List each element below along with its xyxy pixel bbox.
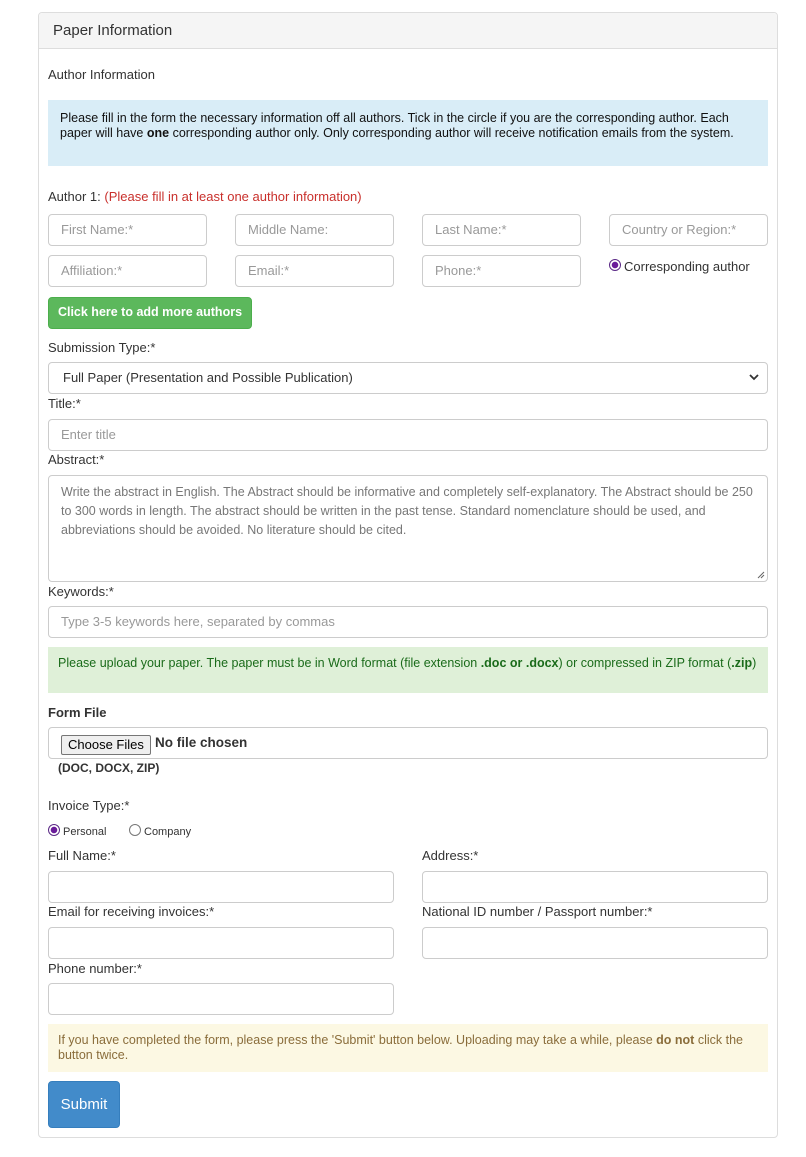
info-bold: one (146, 126, 170, 140)
chevron-down-icon (749, 372, 759, 382)
invoice-phone-label: Phone number:* (48, 961, 142, 976)
keywords-label: Keywords:* (48, 584, 114, 599)
author-information-heading: Author Information (48, 67, 155, 82)
email-input[interactable]: Email:* (235, 255, 394, 287)
submit-note-2: click the button twice. (58, 1033, 743, 1062)
form-file-label: Form File (48, 705, 107, 720)
invoice-company-radio[interactable] (129, 824, 141, 836)
keywords-input[interactable]: Type 3-5 keywords here, separated by commas (48, 606, 768, 638)
first-name-input[interactable]: First Name:* (48, 214, 207, 246)
author-required-note: (Please fill in at least one author information) (104, 189, 362, 204)
invoice-type-label: Invoice Type:* (48, 798, 130, 813)
info-text-1: Please fill in the form the necessary information off all authors. Tick in the circle if you are the corresponding author. Each paper will have (60, 111, 729, 140)
corresponding-author-label: Corresponding author (624, 259, 750, 274)
country-input[interactable]: Country or Region:* (609, 214, 768, 246)
resize-grip-icon[interactable] (757, 571, 765, 579)
submission-type-value: Full Paper (Presentation and Possible Publication) (63, 370, 353, 385)
middle-name-input[interactable]: Middle Name: (235, 214, 394, 246)
affiliation-input[interactable]: Affiliation:* (48, 255, 207, 287)
submit-note-1: If you have completed the form, please press the 'Submit' button below. Uploading may take a while, please (58, 1033, 657, 1047)
invoice-personal-label: Personal (63, 826, 107, 838)
panel-title: Paper Information (39, 13, 777, 49)
last-name-input[interactable]: Last Name:* (422, 214, 581, 246)
file-formats-hint: (DOC, DOCX, ZIP) (58, 761, 160, 775)
title-label: Title:* (48, 396, 81, 411)
invoice-personal-radio[interactable] (48, 824, 60, 836)
author-1-label (48, 189, 362, 204)
invoice-phone-input[interactable] (48, 983, 394, 1015)
submission-type-select[interactable] (48, 362, 768, 394)
address-input[interactable] (422, 871, 768, 903)
national-id-input[interactable] (422, 927, 768, 959)
abstract-placeholder: Write the abstract in English. The Abstract should be informative and completely self-explanatory. The Abstract should be 250 to 300 words in length. The abstract should be written in the past tense. Standard nomenclature should be used, and abbreviations should be avoided. No literature should be cited. (61, 485, 753, 537)
invoice-company-label: Company (144, 826, 192, 838)
submit-note-bold: do not (656, 1033, 695, 1047)
submit-note-alert (48, 1024, 768, 1072)
abstract-textarea[interactable] (48, 475, 768, 582)
upload-note-1: Please upload your paper. The paper must be in Word format (file extension (58, 656, 481, 670)
invoice-email-input[interactable] (48, 927, 394, 959)
title-input[interactable]: Enter title (48, 419, 768, 451)
national-id-label: National ID number / Passport number:* (422, 904, 653, 919)
author-info-alert (48, 100, 768, 166)
upload-note-bold-1: .doc or .docx (480, 656, 559, 670)
no-file-text: No file chosen (155, 735, 248, 750)
add-authors-button[interactable]: Click here to add more authors (48, 297, 252, 329)
file-input[interactable] (48, 727, 768, 759)
full-name-input[interactable] (48, 871, 394, 903)
choose-files-button[interactable]: Choose Files (61, 735, 151, 755)
invoice-email-label: Email for receiving invoices:* (48, 904, 215, 919)
info-text-2: corresponding author only. Only corresponding author will receive notification emails from the system. (169, 126, 734, 140)
address-label: Address:* (422, 848, 479, 863)
phone-input[interactable]: Phone:* (422, 255, 581, 287)
author-label: Author 1: (48, 189, 105, 204)
submit-button[interactable]: Submit (48, 1081, 120, 1128)
full-name-label: Full Name:* (48, 848, 116, 863)
upload-note-3: ) (752, 656, 757, 670)
upload-note-alert (48, 647, 768, 693)
upload-note-bold-2: .zip (731, 656, 753, 670)
abstract-label: Abstract:* (48, 452, 105, 467)
corresponding-author-radio[interactable] (609, 259, 621, 271)
submission-type-label: Submission Type:* (48, 340, 156, 355)
upload-note-2: ) or compressed in ZIP format ( (558, 656, 732, 670)
